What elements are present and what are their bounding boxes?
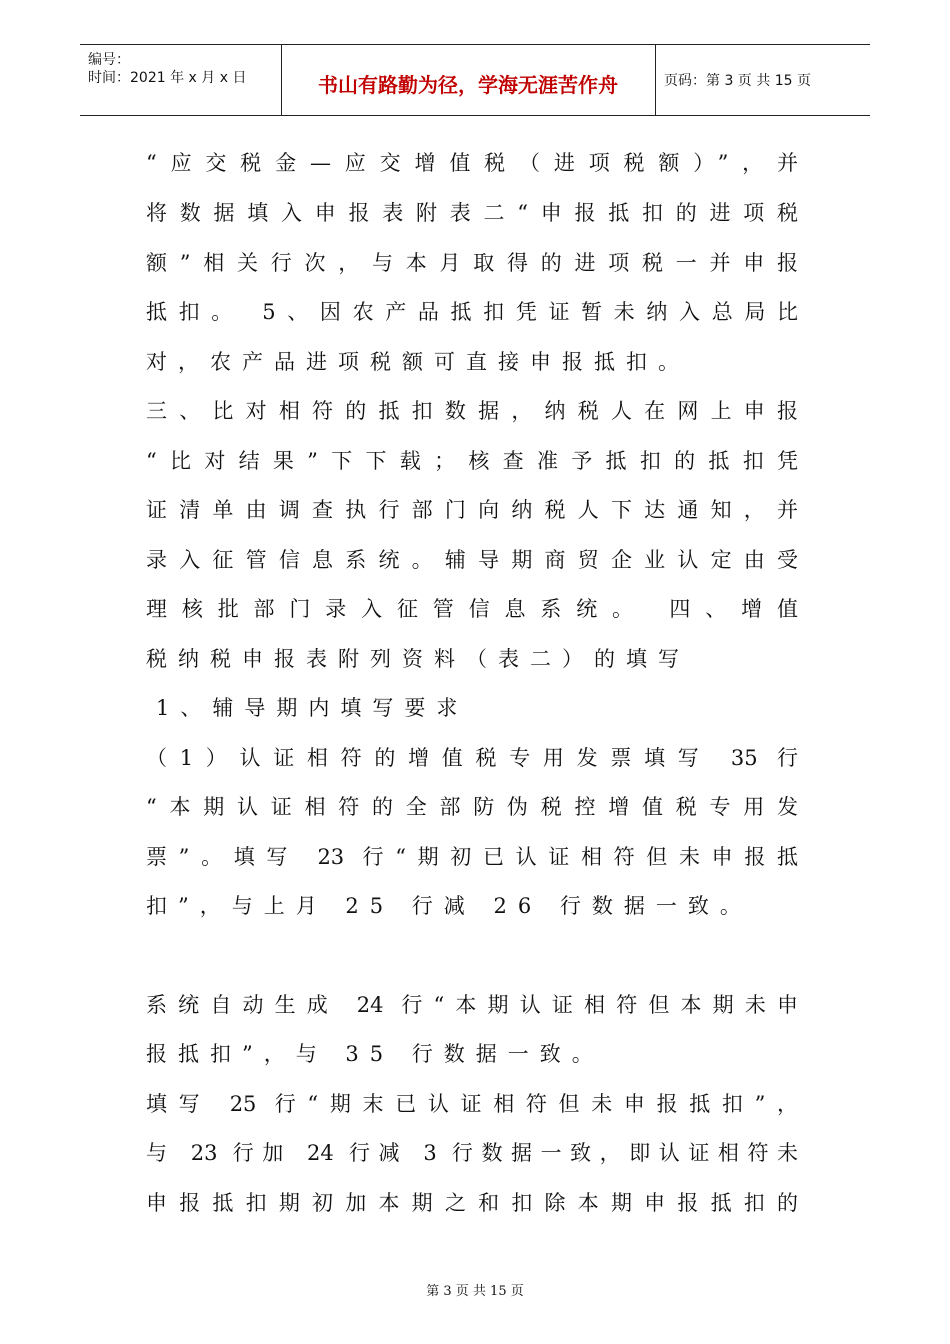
body-line: 三、比对相符的抵扣数据，纳税人在网上申报 xyxy=(146,399,798,423)
body-line: 证清单由调查执行部门向纳税人下达通知，并 xyxy=(146,498,798,522)
header-motto-cell xyxy=(281,45,656,115)
page-footer: 第 3 页 共 15 页 xyxy=(426,1284,524,1299)
body-line: 抵扣。 5、因农产品抵扣凭证暂未纳入总局比 xyxy=(146,300,798,324)
body-line: 额”相关行次，与本月取得的进项税一并申报 xyxy=(146,251,798,275)
document-number-label: 编号： xyxy=(88,52,130,68)
body-line: 申报抵扣期初加本期之和扣除本期申报抵扣的 xyxy=(146,1191,798,1215)
body-line: 录入征管信息系统。辅导期商贸企业认定由受 xyxy=(146,548,798,572)
header-page-cell xyxy=(656,45,870,115)
body-line: 与 23 行加 24 行减 3 行数据一致，即认证相符未 xyxy=(146,1141,798,1165)
body-line: “比对结果”下下载；核查准予抵扣的抵扣凭 xyxy=(146,449,798,473)
body-line: 理核批部门录入征管信息系统。 四、增值 xyxy=(146,597,798,621)
body-line: 扣”，与上月 25 行减 26 行数据一致。 xyxy=(146,894,752,918)
body-line: “本期认证相符的全部防伪税控增值税专用发 xyxy=(146,795,798,819)
body-line: “应交税金—应交增值税（进项税额）”，并 xyxy=(146,151,798,175)
body-line: 票”。填写 23 行“期初已认证相符但未申报抵 xyxy=(146,845,798,869)
body-line: 税纳税申报表附列资料（表二）的填写 xyxy=(146,647,690,671)
header-page-info: 页码：第 3 页 共 15 页 xyxy=(664,73,811,89)
body-line: 系统自动生成 24 行“本期认证相符但本期未申 xyxy=(146,993,798,1017)
body-line: （1）认证相符的增值税专用发票填写 35 行 xyxy=(146,746,798,770)
page-header xyxy=(80,44,870,116)
document-time-label: 时间：2021 年 x 月 x 日 xyxy=(88,70,247,86)
body-line: 对，农产品进项税额可直接申报抵扣。 xyxy=(146,350,690,374)
body-line: 1、辅导期内填写要求 xyxy=(156,696,469,720)
header-motto: 书山有路勤为径，学海无涯苦作舟 xyxy=(318,73,618,97)
body-line: 将数据填入申报表附表二“申报抵扣的进项税 xyxy=(146,201,798,225)
body-line: 报抵扣”，与 35 行数据一致。 xyxy=(146,1042,604,1066)
body-line: 填写 25 行“期末已认证相符但未申报抵扣”， xyxy=(146,1092,798,1116)
header-meta-cell xyxy=(80,45,282,115)
